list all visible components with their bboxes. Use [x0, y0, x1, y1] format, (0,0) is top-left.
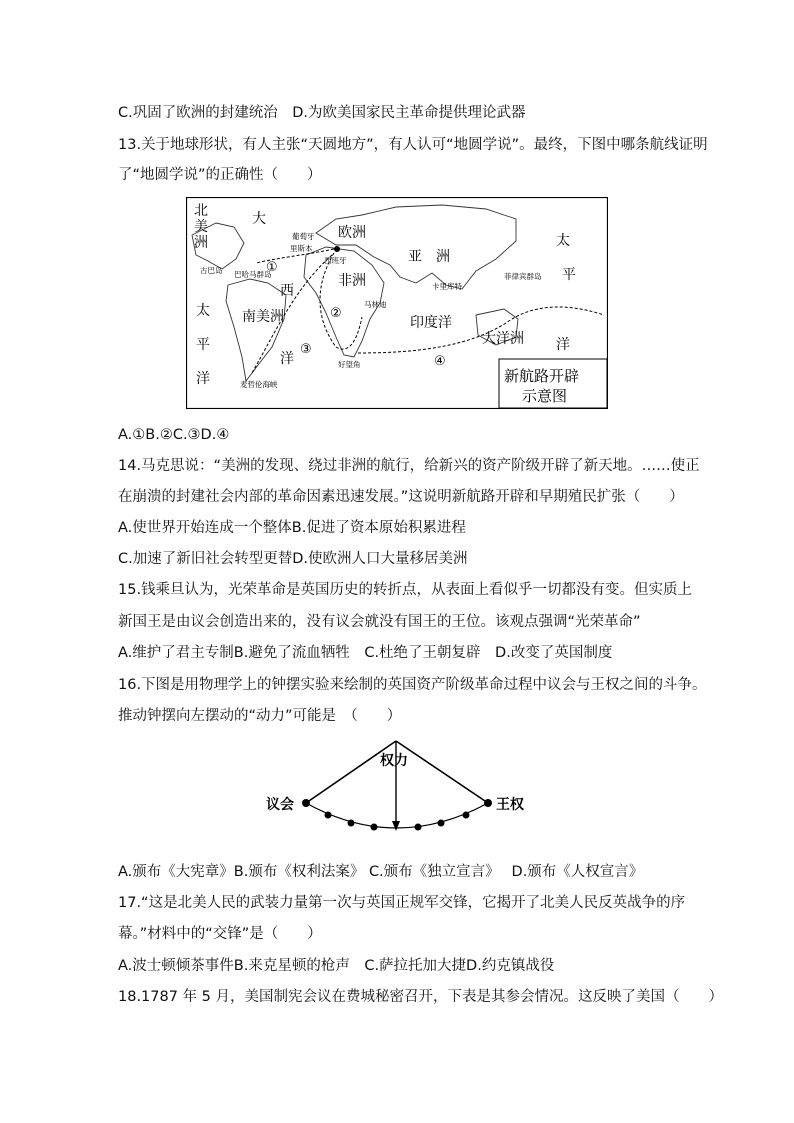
line-0: C.巩固了欧洲的封建统治 D.为欧美国家民主革命提供理论武器 — [118, 105, 526, 121]
label-pacific-right-2: 平 — [562, 267, 576, 283]
label-north-america-3: 洲 — [194, 235, 208, 251]
label-asia: 亚 洲 — [408, 249, 450, 265]
label-spain: 西班牙 — [324, 256, 347, 265]
label-indian-ocean: 印度洋 — [410, 315, 452, 331]
label-philippines: 菲律宾群岛 — [504, 272, 542, 281]
route-1-marker: ① — [266, 260, 278, 275]
label-cuba: 古巴岛 — [200, 266, 223, 275]
route-4-marker: ④ — [434, 354, 446, 369]
pendulum-right-label: 王权 — [496, 797, 524, 813]
label-oceania: 大洋洲 — [482, 331, 524, 347]
label-portugal: 葡萄牙 — [292, 232, 315, 241]
label-lisbon: 里斯本 — [290, 244, 313, 253]
question-17-stem-cont: 幕。”材料中的“交锋”是（ ） — [118, 926, 322, 942]
new-routes-map — [186, 197, 608, 409]
question-13-stem-cont: 了“地圆学说”的正确性（ ） — [118, 167, 322, 183]
label-da: 大 — [252, 211, 266, 227]
label-pacific-right-1: 太 — [556, 233, 570, 249]
question-16-options: A.颁布《大宪章》B.颁布《权利法案》 C.颁布《独立宣言》 D.颁布《人权宣言》 — [118, 864, 644, 880]
label-pacific-left-1: 太 — [196, 303, 210, 319]
label-africa: 非洲 — [338, 273, 366, 289]
question-13-options: A.①B.②C.③D.④ — [118, 427, 230, 443]
question-14-stem-cont: 在崩溃的封建社会内部的革命因素迅速发展。”这说明新航路开辟和早期殖民扩张（ ） — [118, 489, 684, 505]
question-17-stem: 17.“这是北美人民的武装力量第一次与英国正规军交锋，它揭开了北美人民反英战争的序 — [118, 895, 686, 911]
label-xi: 西 — [280, 283, 294, 299]
label-north-america-1: 北 — [194, 203, 208, 219]
question-13-stem: 13.关于地球形状，有人主张“天圆地方”，有人认可“地圆学说”。最终，下图中哪条航线证明 — [118, 137, 708, 153]
label-south-america: 南美洲 — [242, 309, 284, 325]
question-16-stem: 16.下图是用物理学上的钟摆实验来绘制的英国资产阶级革命过程中议会与王权之间的斗争。 — [118, 677, 707, 693]
route-3-marker: ③ — [300, 342, 312, 357]
legend-title-2: 示意图 — [522, 387, 568, 405]
question-18-stem: 18.1787 年 5 月，美国制宪会议在费城秘密召开，下表是其参会情况。这反映了美国（ ） — [118, 989, 724, 1005]
label-yang: 洋 — [280, 351, 294, 367]
label-pacific-right-3: 洋 — [556, 337, 570, 353]
pendulum-center-label: 权力 — [380, 753, 408, 769]
label-europe: 欧洲 — [338, 225, 366, 241]
label-bahamas: 巴哈马群岛 — [234, 270, 272, 279]
question-15-stem: 15.钱乘旦认为，光荣革命是英国历史的转折点，从表面上看似乎一切都没有变。但实质上 — [118, 582, 693, 598]
label-cape: 好望角 — [338, 360, 361, 369]
question-17-options: A.波士顿倾茶事件B.来克星顿的枪声 C.萨拉托加大捷D.约克镇战役 — [118, 958, 555, 974]
label-north-america-2: 美 — [194, 219, 208, 235]
question-15-options: A.维护了君主专制B.避免了流血牺牲 C.杜绝了王朝复辟 D.改变了英国制度 — [118, 645, 613, 661]
label-calicut: 卡里库特 — [432, 282, 462, 291]
label-magellan: 麦哲伦海峡 — [240, 380, 278, 389]
label-pacific-left-2: 平 — [196, 337, 210, 353]
route-2-marker: ② — [330, 306, 342, 321]
pendulum-left-label: 议会 — [266, 797, 294, 813]
legend-title-1: 新航路开辟 — [504, 367, 580, 385]
question-14-options-cd: C.加速了新旧社会转型更替D.使欧洲人口大量移居美洲 — [118, 551, 468, 567]
label-pacific-left-3: 洋 — [196, 371, 210, 387]
label-malindi: 马林迪 — [364, 300, 387, 309]
question-14-options-ab: A.使世界开始连成一个整体B.促进了资本原始积累进程 — [118, 520, 466, 536]
question-14-stem: 14.马克思说：“美洲的发现、绕过非洲的航行，给新兴的资产阶级开辟了新天地。……使正 — [118, 458, 700, 474]
question-15-stem-cont: 新国王是由议会创造出来的，没有议会就没有国王的王位。该观点强调“光荣革命” — [118, 614, 641, 630]
pendulum-diagram — [262, 735, 532, 845]
question-16-stem-cont: 推动钟摆向左摆动的“动力”可能是 （ ） — [118, 708, 402, 724]
